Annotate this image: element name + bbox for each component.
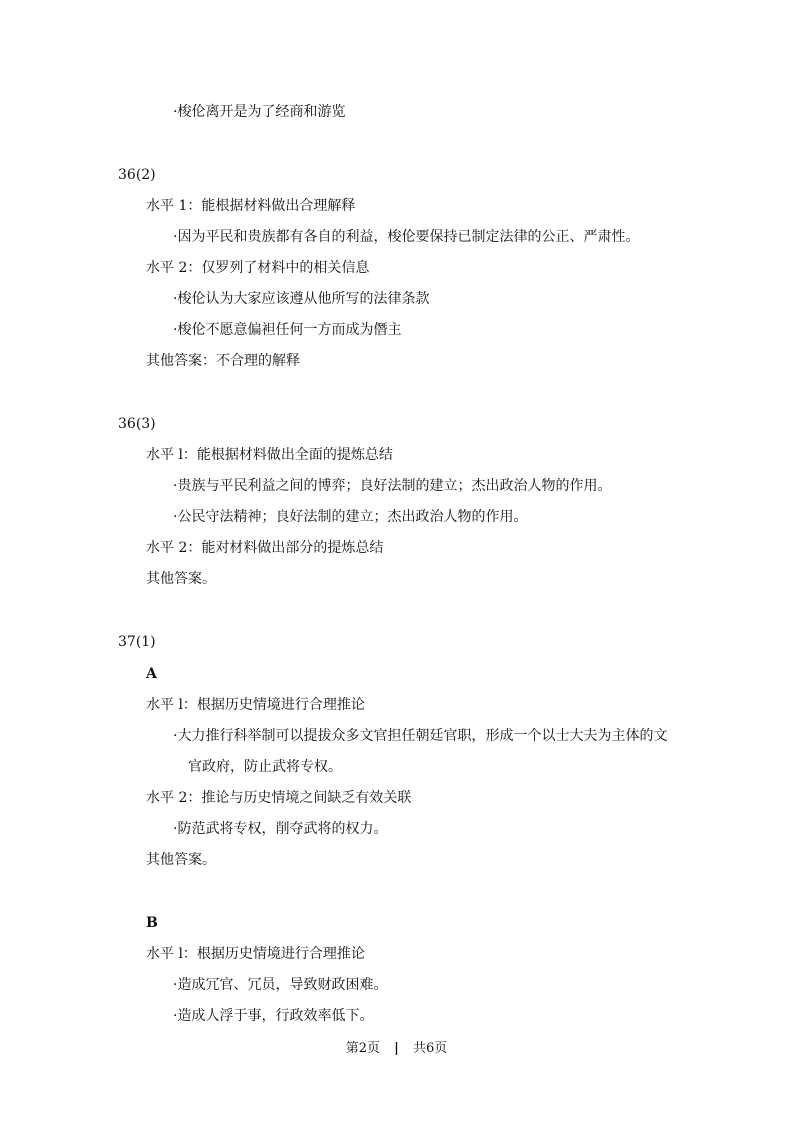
level-heading: 水平 1：能根据材料做出合理解释	[146, 198, 356, 214]
answer-line: ·贵族与平民利益之间的博弈；良好法制的建立；杰出政治人物的作用。	[173, 478, 612, 494]
other-answers: 其他答案：不合理的解释	[146, 353, 300, 369]
answer-line: ·造成人浮于事，行政效率低下。	[173, 1008, 374, 1024]
page-number: 第2页	[345, 1041, 380, 1056]
level-heading: 水平 2：推论与历史情境之间缺乏有效关联	[146, 790, 412, 806]
answer-line: ·梭伦认为大家应该遵从他所写的法律条款	[173, 291, 430, 307]
answer-line: ·梭伦不愿意偏袒任何一方而成为僭主	[173, 322, 402, 338]
level-heading: 水平 2：能对材料做出部分的提炼总结	[146, 540, 384, 556]
question-number: 37(1)	[118, 634, 156, 650]
level-heading: 水平 l：能根据材料做出全面的提炼总结	[146, 447, 393, 463]
page-footer	[0, 1040, 793, 1058]
other-answers: 其他答案。	[146, 852, 216, 868]
option-label: B	[146, 915, 158, 931]
answer-line: ·造成冗官、冗员，导致财政困难。	[173, 977, 388, 993]
answer-line: ·大力推行科举制可以提拔众多文官担任朝廷官职，形成一个以士大夫为主体的文	[173, 728, 668, 744]
level-heading: 水平 2：仅罗列了材料中的相关信息	[146, 260, 370, 276]
page-total: 共6页	[413, 1041, 448, 1056]
level-heading: 水平 l：根据历史情境进行合理推论	[146, 946, 365, 962]
option-label: A	[146, 666, 157, 682]
answer-line: ·因为平民和贵族都有各自的利益，梭伦要保持已制定法律的公正、严肃性。	[173, 229, 640, 245]
answer-line: ·公民守法精神；良好法制的建立；杰出政治人物的作用。	[173, 509, 528, 525]
answer-line: ·梭伦离开是为了经商和游览	[173, 104, 346, 120]
footer-separator: |	[394, 1041, 399, 1056]
level-heading: 水平 l：根据历史情境进行合理推论	[146, 697, 365, 713]
question-number: 36(2)	[118, 167, 156, 183]
question-number: 36(3)	[118, 416, 156, 432]
answer-line: ·防范武将专权，削夺武将的权力。	[173, 821, 388, 837]
other-answers: 其他答案。	[146, 571, 216, 587]
answer-line-continuation: 官政府，防止武将专权。	[188, 759, 342, 775]
